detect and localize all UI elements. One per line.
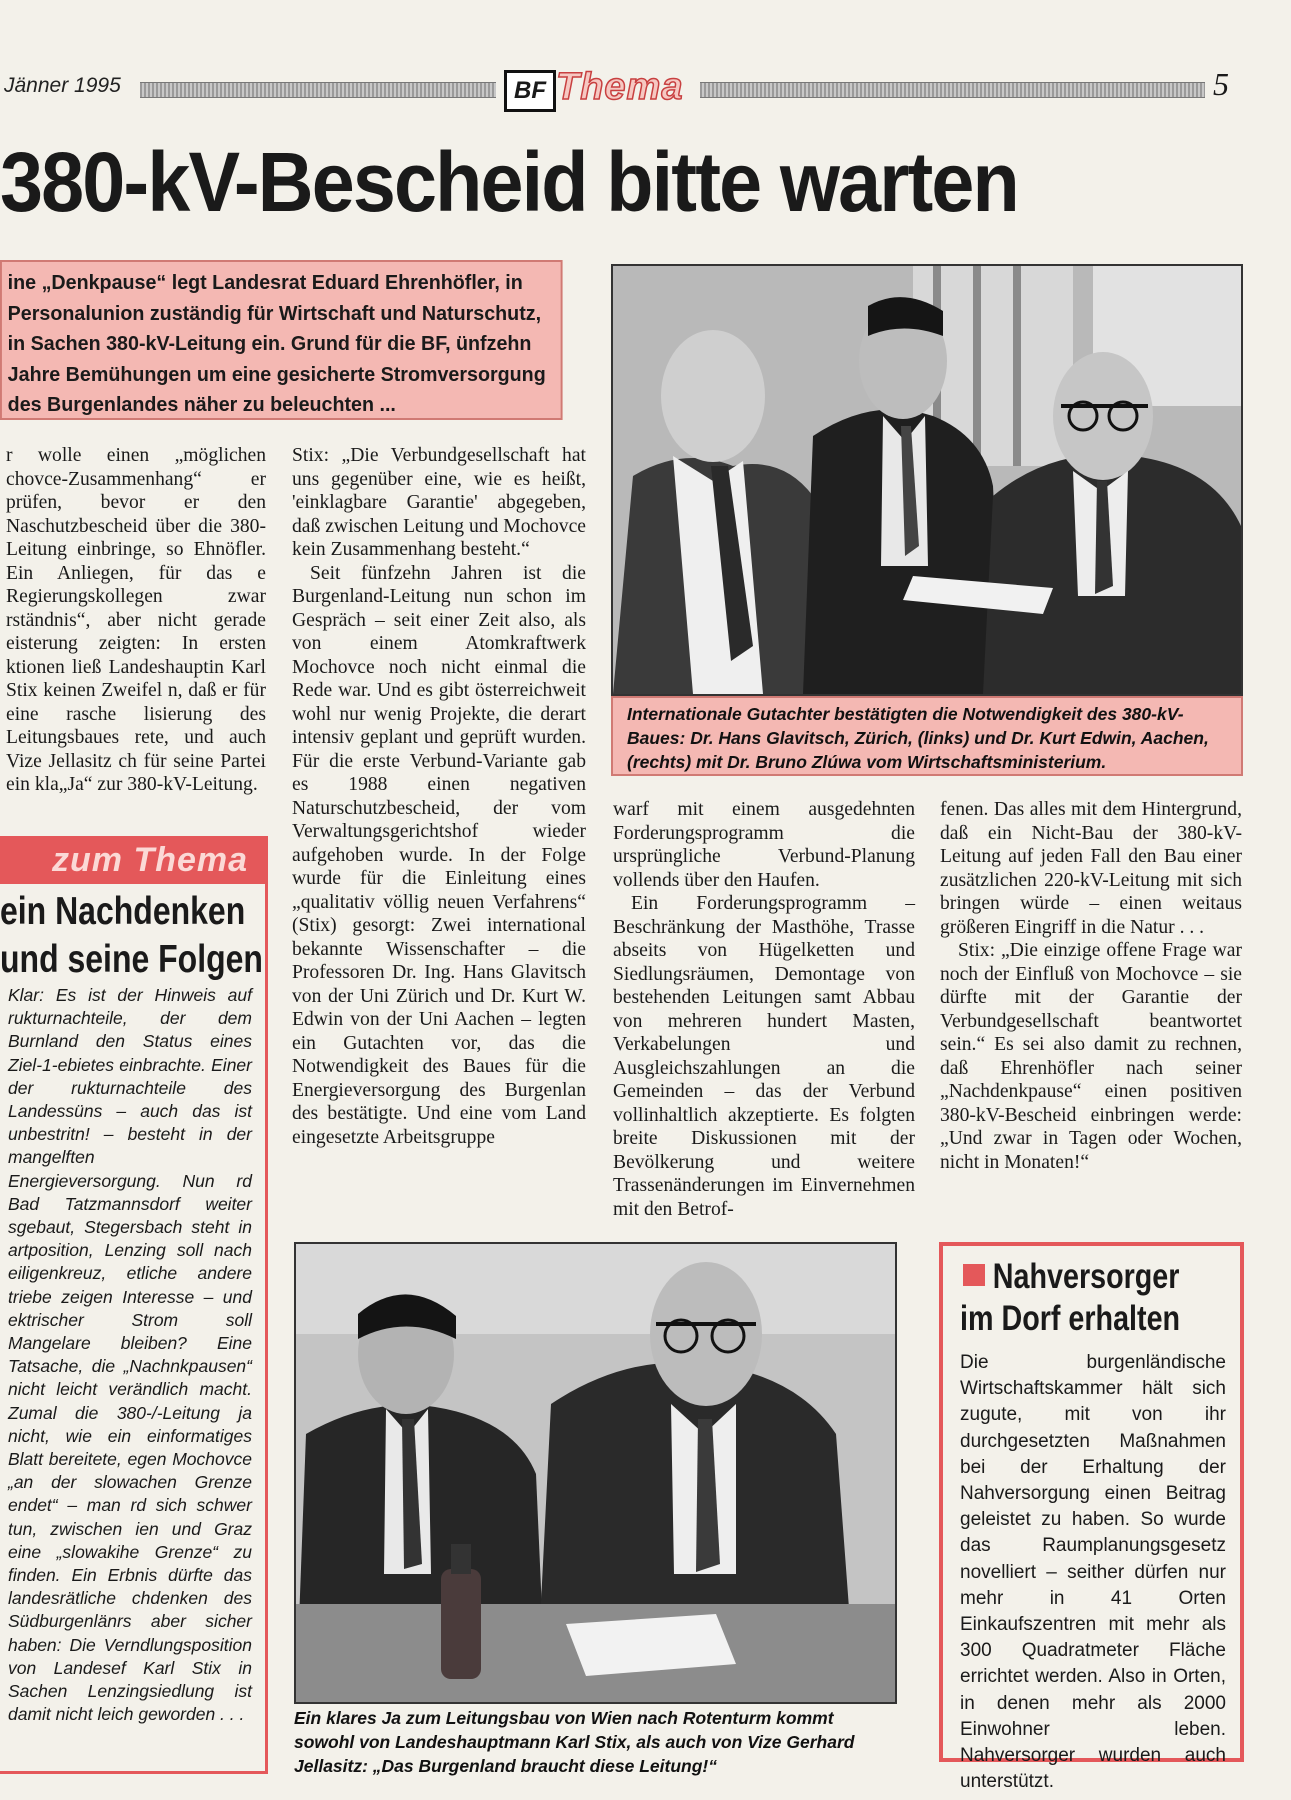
photo-experts-caption: Internationale Gutachter bestätigten die Notwendigkeit des 380-kV-Baues: Dr. Hans Glavitsch, Zürich, (links) und Dr. Kurt Edwin, Aachen, (rechts) mit Dr. Bruno Zlúwa vom Wirtschaftsministerium. <box>611 696 1243 776</box>
photo-experts-illustration <box>613 266 1241 694</box>
nahversorger-title <box>960 1256 1180 1340</box>
page-number: 5 <box>1213 66 1229 102</box>
nahversorger-text: Die burgenländische Wirtschaftskammer hält sich zugute, mit von ihr durchgesetzten Maßnahmen bei der Erhaltung der Nahversorgung einen Beitrag geleistet zu haben. So wurde das Raumplanungsgesetz novelliert – seither dürfen nur mehr in 41 Orten Einkaufszentren mit mehr als 300 Quadratmeter Fläche errichtet werden. Also in Orten, in denen mehr als 2000 Einwohner leben. Nahversorger wurden auch unterstützt. <box>960 1352 1226 1793</box>
paragraph: Ein Forderungsprogramm – Beschränkung der Masthöhe, Trasse abseits von Hügelketten und Siedlungsräumen, Demontage von bestehenden Leitungen samt Abbau von mehreren hundert Masten, Verkabelungen und Ausgleichszahlungen an die Gemeinden – das der Verbund vollinhaltlich akzeptierte. Es folgten breite Diskussionen mit der Bevölkerung und weitere Trassenänderungen im Einvernehmen mit den Betrof- <box>613 893 915 1220</box>
paragraph: Stix: „Die einzige offene Frage war noch der Einfluß von Mochovce – sie dürfte mit der Garantie der Verbundgesellschaft beantwortet sein.“ Es sei also damit zu rechnen, daß Ehrenhöfler nach seiner „Nachdenkpause“ einen positiven 380-kV-Bescheid einbringen werde: „Und zwar in Tagen oder Wochen, nicht in Monaten!“ <box>940 940 1242 1173</box>
article-column-1 <box>6 444 266 797</box>
zum-thema-title-line-2: und seine Folgen <box>0 938 263 981</box>
photo-experts <box>611 264 1243 696</box>
photo-politicians-caption: Ein klares Ja zum Leitungsbau von Wien nach Rotenturm kommt sowohl von Landeshauptmann Karl Stix, als auch von Vize Gerhard Jellasitz: „Das Burgenland braucht diese Leitung!“ <box>294 1708 855 1776</box>
issue-date: Jänner 1995 <box>4 74 121 97</box>
paragraph: Seit fünfzehn Jahren ist die Burgenland-Leitung nun schon im Gespräch – seit einer Zeit also, als von einem Atomkraftwerk Mochovce noch nicht einmal die Rede war. Und es gibt österreichweit wohl nur wenig Projekte, die derart intensiv geplant und geprüft wurden. Für die erste Verbund-Variante gab es 1988 einen negativen Naturschutzbescheid, der vom Verwaltungsgerichtshof wieder aufgehoben wurde. In der Folge wurde für die Einleitung eines „qualitativ völlig neuen Verfahrens“ (Stix) gesorgt: Zwei international bekannte Wissenschafter – die Professoren Dr. Ing. Hans Glavitsch von der Uni Zürich und Dr. Kurt W. Edwin von der Uni Aachen – legten ein Gutachten vor, das die Notwendigkeit des Baues für die Energieversorgung des Burgenlan des bestätigte. Und eine vom Land eingesetzte Arbeitsgruppe <box>292 562 586 1148</box>
zum-thema-title <box>0 888 263 984</box>
photo-politicians <box>294 1242 897 1704</box>
headline: 380-kV-Bescheid bitte warten <box>0 135 1018 229</box>
zum-thema-label-text: zum Thema <box>52 841 249 879</box>
header-rule-left <box>140 82 496 98</box>
paragraph: warf mit einem ausgedehnten Forderungsprogramm die ursprüngliche Verbund-Planung vollends über den Haufen. <box>613 799 915 891</box>
zum-thema-text: Klar: Es ist der Hinweis auf rukturnachteile, der dem Burnland den Status eines Ziel-1-ebietes einbrachte. Einer der rukturnachteile des Landessüns – auch das ist unbestritn! – besteht in der mangelften Energieversorgung. Nun rd Bad Tatzmannsdorf weiter sgebaut, Stegersbach steht in artposition, Lenzing soll nach eiligenkreuz, etliche andere triebe zeigen Interesse – und ektrischer Strom soll Mangelare bleiben? Eine Tatsache, die „Nachnkpausen“ nicht leicht verändlich macht. Zumal die 380-/-Leitung ja nicht, wie ein einformatiges Blatt bereitete, egen Mochovce „an der slowachen Grenze endet“ – man rd sich schwer tun, zwischen ien und Graz eine „slowakihe Grenze“ zu finden. Ein Erbnis dürfte das landesrätliche chdenken des Südburgenlänrs aber sicher haben: Die Verndlungsposition von Landesef Karl Stix in Sachen Lenzingsiedlung ist damit nicht leich geworden . . . <box>8 985 252 1725</box>
zum-thema-title-line-1: ein Nachdenken <box>0 890 246 933</box>
paragraph: r wolle einen „möglichen chovce-Zusammenhang“ er prüfen, bevor er den Naschutzbescheid über die 380-Leitung einbringe, so Ehnöfler. Ein Anliegen, für das e Regierungskollegen zwar rständnis“, aber nicht gerade eisterung zeigten: In ersten ktionen ließ Landeshauptin Karl Stix keinen Zweifel n, daß er für eine rasche lisierung des Leitungsbaues rete, und auch Vize Jellasitz ch für seine Partei ein kla„Ja“ zur 380-kV-Leitung. <box>6 445 266 795</box>
photo-politicians-illustration <box>296 1244 895 1702</box>
header-rule-right <box>700 82 1205 98</box>
article-column-4 <box>940 798 1242 1174</box>
nahversorger-title-line-2: im Dorf erhalten <box>960 1299 1181 1338</box>
article-column-2 <box>292 444 586 1149</box>
paragraph: Stix: „Die Verbundgesellschaft hat uns gegenüber eine, wie es heißt, 'einklagbare Garantie' abgegeben, daß zwischen Leitung und Mochovce kein Zusammenhang besteht.“ <box>292 445 586 560</box>
article-column-3 <box>613 798 915 1221</box>
paragraph: fenen. Das alles mit dem Hintergrund, daß ein Nicht-Bau der 380-kV-Leitung auf jeden Fall den Bau einer zusätzlichen 220-kV-Leitung mit sich bringen würde – einen weitaus größeren Eingriff in die Natur . . . <box>940 799 1242 938</box>
nahversorger-title-line-1: Nahversorger <box>992 1257 1180 1296</box>
lead-box: ine „Denkpause“ legt Landesrat Eduard Ehrenhöfler, in Personalunion zuständig für Wirtschaft und Naturschutz, in Sachen 380-kV-Leitung ein. Grund für die BF, ünfzehn Jahre Bemühungen um eine gesicherte Stromversorgung des Burgenlandes näher zu beleuchten ... <box>0 260 563 420</box>
thema-logo: Thema <box>556 66 684 108</box>
zum-thema-label <box>0 836 268 884</box>
bf-logo: BF <box>504 70 556 112</box>
